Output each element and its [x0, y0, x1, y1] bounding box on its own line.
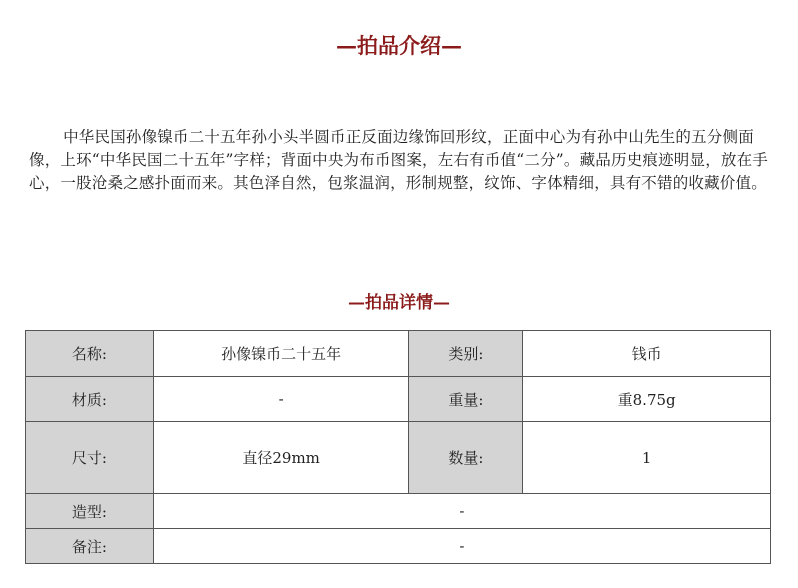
- weight-label: 重量:: [409, 377, 523, 422]
- category-label: 类别:: [409, 331, 523, 377]
- table-row: [26, 494, 771, 529]
- material-value: -: [153, 377, 409, 422]
- details-section-title: —拍品详情—: [348, 293, 450, 313]
- size-value: 直径29mm: [153, 422, 409, 494]
- intro-section-title: —拍品介绍—: [336, 33, 462, 58]
- material-label: 材质:: [26, 377, 154, 422]
- quantity-value: 1: [523, 422, 771, 494]
- intro-paragraph: 中华民国孙像镍币二十五年孙小头半圆币正反面边缘饰回形纹，正面中心为有孙中山先生的五分侧面像，上环“中华民国二十五年”字样；背面中央为布币图案，左右有币值“二分”。藏品历史痕迹明显，放在手心，一股沧桑之感扑面而来。其色泽自然，包浆温润，形制规整，纹饰、字体精细，具有不错的收藏价值。: [29, 128, 768, 192]
- weight-value: 重8.75g: [523, 377, 771, 422]
- table-row: [26, 331, 771, 377]
- name-label: 名称:: [26, 331, 154, 377]
- shape-label: 造型:: [26, 494, 154, 529]
- table-row: [26, 529, 771, 564]
- name-value: 孙像镍币二十五年: [153, 331, 409, 377]
- category-value: 钱币: [523, 331, 771, 377]
- details-table: [25, 330, 771, 564]
- remark-label: 备注:: [26, 529, 154, 564]
- table-row: [26, 377, 771, 422]
- quantity-label: 数量:: [409, 422, 523, 494]
- table-row: [26, 422, 771, 494]
- size-label: 尺寸:: [26, 422, 154, 494]
- remark-value: -: [153, 529, 770, 564]
- shape-value: -: [153, 494, 770, 529]
